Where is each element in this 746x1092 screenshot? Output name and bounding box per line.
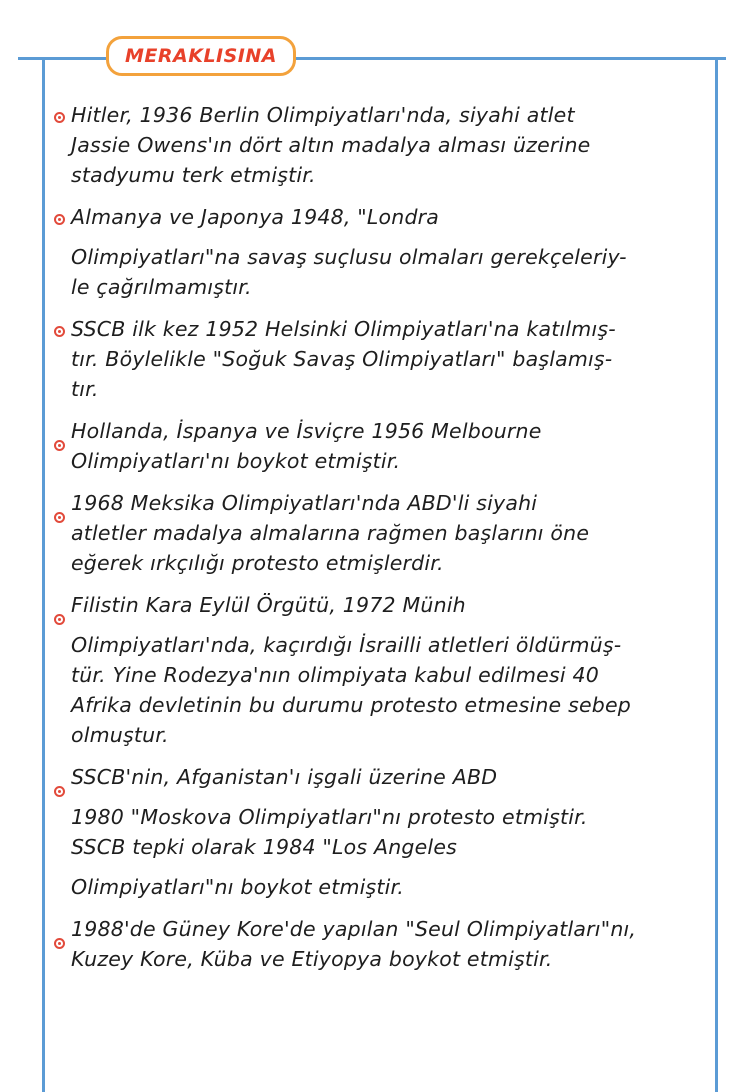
list-item [54,762,702,902]
item-line: Olimpiyatları'nı boykot etmiştir. [71,449,401,473]
item-line: 1988'de Güney Kore'de yapılan "Seul Olimpiyatları"nı, [71,917,637,941]
item-line: 1968 Meksika Olimpiyatları'nda ABD'li siyahi [71,491,538,515]
circle-bullet-icon [54,786,65,797]
item-line: SSCB tepki olarak 1984 "Los Angeles [71,835,458,859]
item-line: olmuştur. [71,723,169,747]
circle-bullet-icon [54,214,65,225]
circle-bullet-icon [54,326,65,337]
circle-bullet-icon [54,440,65,451]
item-line: Kuzey Kore, Küba ve Etiyopya boykot etmiştir. [71,947,553,971]
item-line: eğerek ırkçılığı protesto etmişlerdir. [71,551,444,575]
circle-bullet-icon [54,614,65,625]
item-line: 1980 "Moskova Olimpiyatları"nı protesto etmiştir. [71,805,588,829]
title-badge [106,36,296,76]
list-item [54,100,702,190]
item-line: tır. Böylelikle "Soğuk Savaş Olimpiyatları" başlamış- [71,347,613,371]
item-line: tır. [71,377,99,401]
item-line: Hollanda, İspanya ve İsviçre 1956 Melbourne [71,419,542,443]
item-line: le çağrılmamıştır. [71,275,252,299]
item-line: stadyumu terk etmiştir. [71,163,316,187]
list-item [54,590,702,750]
item-line: Hitler, 1936 Berlin Olimpiyatları'nda, siyahi atlet [71,103,575,127]
list-item [54,202,702,302]
item-line: Filistin Kara Eylül Örgütü, 1972 Münih [71,593,466,617]
list-item [54,416,702,476]
item-line: SSCB'nin, Afganistan'ı işgali üzerine ABD [71,765,498,789]
item-line: Olimpiyatları'nda, kaçırdığı İsrailli atletleri öldürmüş- [71,633,622,657]
list-item [54,314,702,404]
item-line: Almanya ve Japonya 1948, "Londra [71,205,440,229]
circle-bullet-icon [54,112,65,123]
item-line: Olimpiyatları"nı boykot etmiştir. [71,875,404,899]
box-title: MERAKLISINA [125,45,277,67]
list-item [54,914,702,974]
item-line: Jassie Owens'ın dört altın madalya alması üzerine [71,133,591,157]
item-line: Olimpiyatları"na savaş suçlusu olmaları gerekçeleriy- [71,245,627,269]
item-line: Afrika devletinin bu durumu protesto etmesine sebep [71,693,632,717]
item-line: atletler madalya almalarına rağmen başlarını öne [71,521,590,545]
circle-bullet-icon [54,938,65,949]
list-item [54,488,702,578]
circle-bullet-icon [54,512,65,523]
item-line: tür. Yine Rodezya'nın olimpiyata kabul edilmesi 40 [71,663,599,687]
item-line: SSCB ilk kez 1952 Helsinki Olimpiyatları'na katılmış- [71,317,616,341]
fact-list [54,100,702,986]
